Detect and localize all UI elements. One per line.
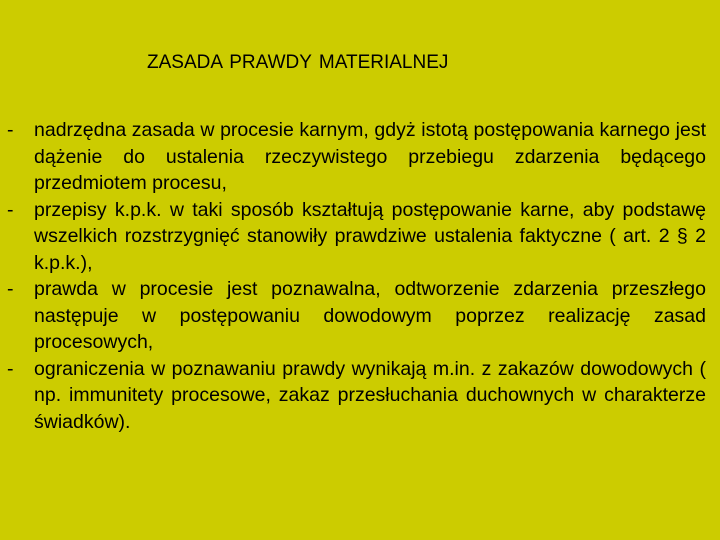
bullet-text: ograniczenia w poznawaniu prawdy wynikają m.in. z zakazów dowodowych ( np. immunitety procesowe, zakaz przesłuchania duchownych w charakterze świadków). xyxy=(34,357,706,433)
bullet-text: nadrzędna zasada w procesie karnym, gdyż istotą postępowania karnego jest dążenie do ustalenia rzeczywistego przebiegu zdarzenia będącego przedmiotem procesu, xyxy=(34,119,706,194)
bullet-item xyxy=(0,197,720,277)
bullet-item xyxy=(0,117,720,197)
bullet-marker: - xyxy=(7,357,14,380)
bullet-item xyxy=(0,276,720,356)
bullet-marker: - xyxy=(7,198,14,221)
bullet-text: prawda w procesie jest poznawalna, odtworzenie zdarzenia przeszłego następuje w postępowaniu dowodowym poprzez realizację zasad procesowych, xyxy=(34,278,706,353)
bullet-marker: - xyxy=(7,119,14,141)
bullet-marker: - xyxy=(7,278,14,300)
bullet-text: przepisy k.p.k. w taki sposób kształtują postępowanie karne, aby podstawę wszelkich rozstrzygnięć stanowiły prawdziwe ustalenia faktyczne ( art. 2 § 2 k.p.k.), xyxy=(34,198,706,274)
slide-title: ZASADA PRAWDY MATERIALNEJ xyxy=(147,52,449,73)
bullet-list xyxy=(0,117,720,435)
bullet-item xyxy=(0,356,720,436)
